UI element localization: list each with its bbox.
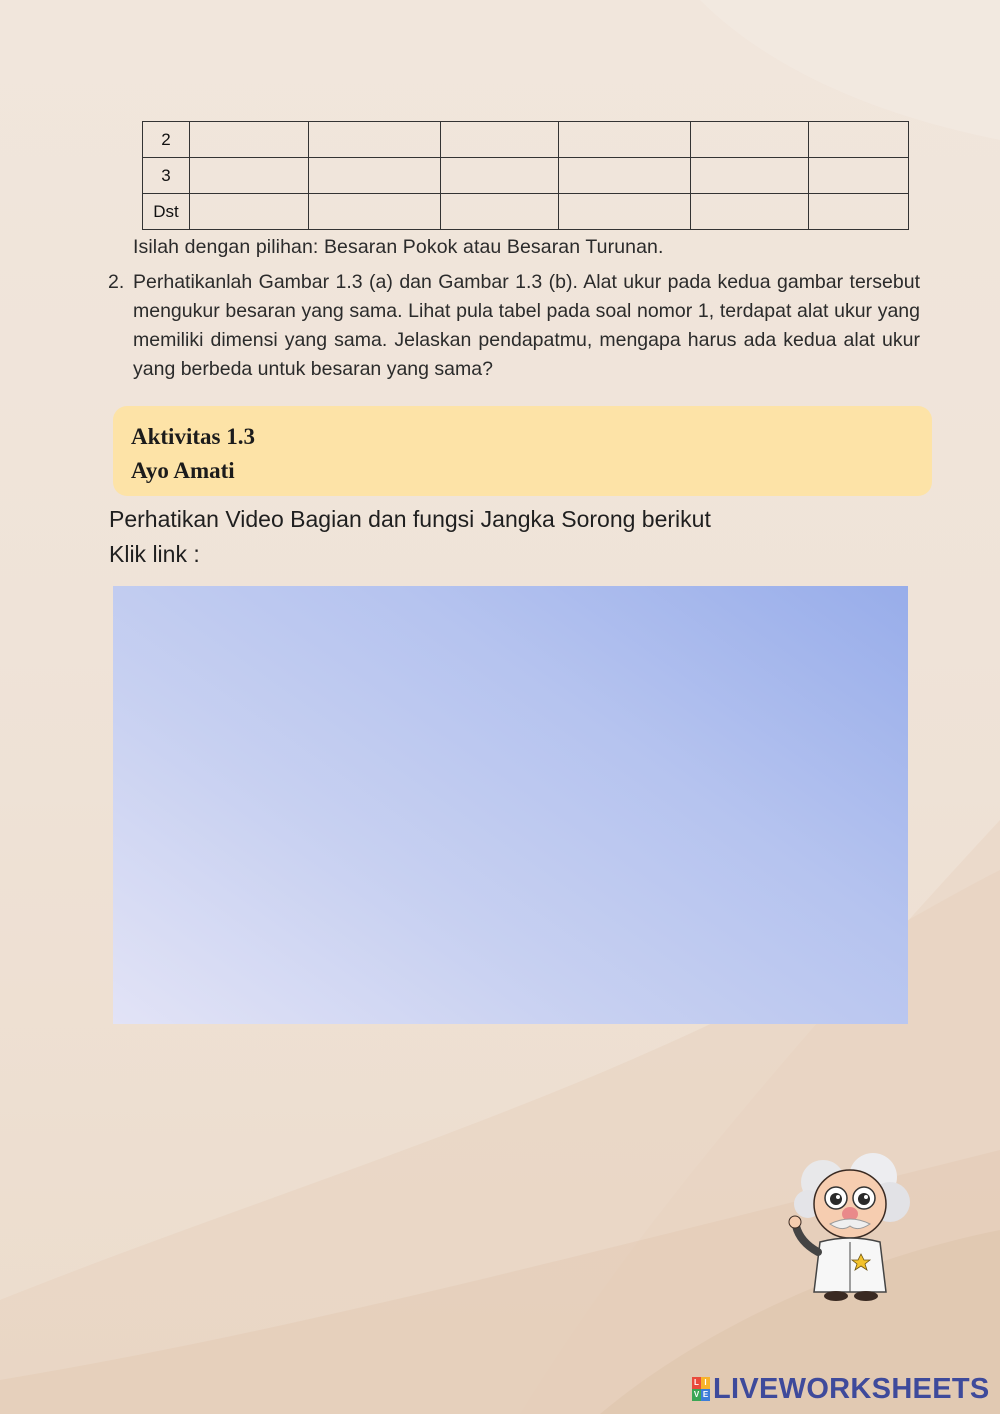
row-label: 3 [143, 158, 190, 194]
answer-input[interactable] [441, 122, 558, 157]
answer-input[interactable] [691, 194, 808, 229]
answer-input[interactable] [309, 158, 440, 193]
answer-input[interactable] [309, 122, 440, 157]
row-label: Dst [143, 194, 190, 230]
answer-input[interactable] [691, 158, 808, 193]
question-2 [108, 268, 920, 384]
row-label: 2 [143, 122, 190, 158]
answer-input[interactable] [559, 122, 690, 157]
answer-input[interactable] [190, 158, 308, 193]
link-instruction: Klik link : [109, 541, 200, 567]
activity-title: Aktivitas 1.3 [131, 424, 255, 449]
brand-name: LIVEWORKSHEETS [713, 1372, 990, 1405]
answer-input[interactable] [809, 158, 908, 193]
table-row [143, 158, 909, 194]
answer-table [142, 121, 909, 230]
answer-input[interactable] [559, 158, 690, 193]
scientist-mascot-icon [778, 1142, 918, 1302]
answer-input[interactable] [309, 194, 440, 229]
activity-subtitle: Ayo Amati [131, 458, 235, 483]
answer-input[interactable] [559, 194, 690, 229]
answer-input[interactable] [809, 122, 908, 157]
video-embed-area[interactable] [113, 586, 908, 1024]
table-row [143, 122, 909, 158]
question-text: Perhatikanlah Gambar 1.3 (a) dan Gambar 1.3 (b). Alat ukur pada kedua gambar tersebut mengukur besaran yang sama. Lihat pula tabel pada soal nomor 1, terdapat alat ukur yang memiliki dimensi yang sama. Jelaskan pendapatmu, mengapa harus ada kedua alat ukur yang berbeda untuk besaran yang sama? [133, 271, 920, 380]
liveworksheets-brand[interactable] [692, 1374, 990, 1404]
liveworksheets-logo-icon: L I V E [693, 1378, 709, 1399]
answer-input[interactable] [190, 194, 308, 229]
answer-input[interactable] [691, 122, 808, 157]
answer-input[interactable] [809, 194, 908, 229]
answer-input[interactable] [441, 194, 558, 229]
answer-input[interactable] [441, 158, 558, 193]
answer-input[interactable] [190, 122, 308, 157]
question-number: 2. [108, 271, 125, 293]
activity-header-box [113, 406, 932, 496]
table-instruction-note: Isilah dengan pilihan: Besaran Pokok atau Besaran Turunan. [133, 236, 664, 258]
video-instruction: Perhatikan Video Bagian dan fungsi Jangka Sorong berikut [109, 506, 711, 532]
table-row [143, 194, 909, 230]
